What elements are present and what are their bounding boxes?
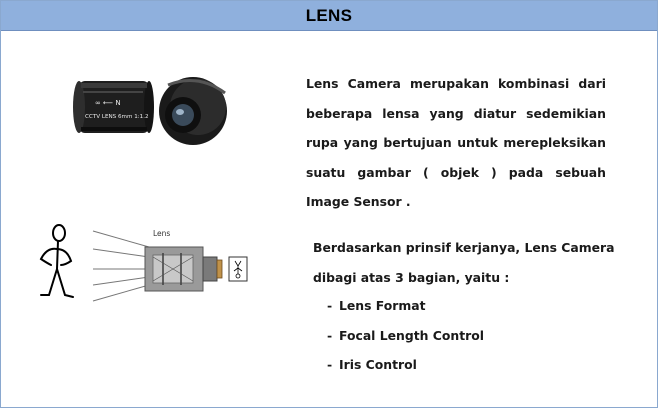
list-item: - Lens Format (327, 291, 484, 321)
focus-mark: ∞ ⟵ N (95, 99, 121, 107)
lens-barrel-text: CCTV LENS 6mm 1:1.2 (85, 114, 149, 120)
light-rays (93, 231, 149, 301)
lens-diagram (31, 219, 261, 309)
lens-description: Lens Camera merupakan kombinasi dari beberapa lensa yang diatur sedemikian rupa yang bertujuan untuk merepleksikan suatu gambar ( objek ) pada sebuah Image Sensor . (306, 76, 606, 209)
classification-line-1: Berdasarkan prinsif kerjanya, Lens Camera (313, 240, 615, 255)
cctv-lens-photo (73, 71, 243, 151)
list-item: - Focal Length Control (327, 321, 484, 351)
list-item: - Iris Control (327, 350, 484, 380)
diagram-lens-label: Lens (153, 229, 171, 238)
classification-line-2: dibagi atas 3 bagian, yaitu : (313, 269, 510, 285)
slide-title: LENS (305, 5, 353, 25)
title-bar (1, 1, 657, 31)
object-figure-icon (41, 225, 73, 297)
lens-parts-list (327, 291, 484, 380)
classification-intro (313, 233, 633, 292)
